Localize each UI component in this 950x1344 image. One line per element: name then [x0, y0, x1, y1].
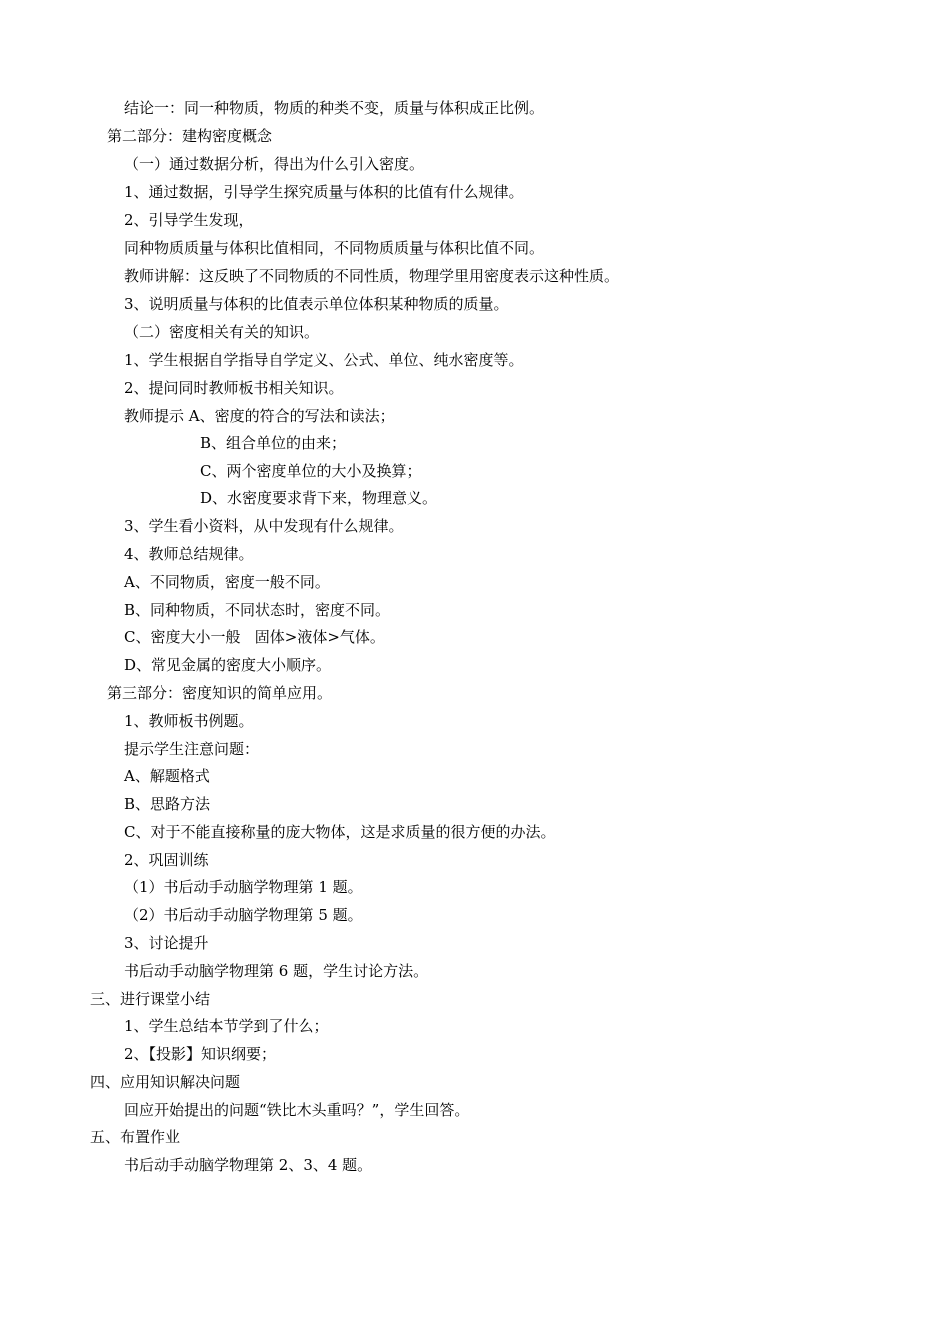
section-heading: 三、进行课堂小结 — [90, 990, 211, 1008]
text-line: 回应开始提出的问题“铁比木头重吗？”，学生回答。 — [124, 1101, 470, 1119]
text-line: 教师讲解：这反映了不同物质的不同性质，物理学里用密度表示这种性质。 — [124, 267, 620, 285]
text-line: A、解题格式 — [124, 767, 210, 785]
text-line: 4、教师总结规律。 — [124, 545, 254, 563]
text-line: C、密度大小一般 固体>液体>气体。 — [124, 628, 385, 646]
text-line: B、组合单位的由来； — [200, 434, 347, 452]
section-heading: 五、布置作业 — [90, 1128, 181, 1146]
text-line: A、不同物质，密度一般不同。 — [124, 573, 330, 591]
text-line: 2、巩固训练 — [124, 851, 209, 869]
text-line: B、思路方法 — [124, 795, 211, 813]
text-line: 1、教师板书例题。 — [124, 712, 254, 730]
text-line: （1）书后动手动脑学物理第 1 题。 — [124, 878, 363, 896]
text-line: 3、说明质量与体积的比值表示单位体积某种物质的质量。 — [124, 295, 509, 313]
text-line: D、常见金属的密度大小顺序。 — [124, 656, 332, 674]
text-line: （2）书后动手动脑学物理第 5 题。 — [124, 906, 363, 924]
text-line: （二）密度相关有关的知识。 — [124, 323, 320, 341]
text-line: 1、学生总结本节学到了什么； — [124, 1017, 329, 1035]
text-line: C、两个密度单位的大小及换算； — [200, 462, 422, 480]
text-line: 3、学生看小资料，从中发现有什么规律。 — [124, 517, 404, 535]
text-line: 同种物质质量与体积比值相同，不同物质质量与体积比值不同。 — [124, 239, 545, 257]
section-heading: 第三部分：密度知识的简单应用。 — [107, 684, 333, 702]
text-line: 2、提问同时教师板书相关知识。 — [124, 379, 344, 397]
text-line: 2、【投影】知识纲要； — [124, 1045, 277, 1063]
text-line: 提示学生注意问题： — [124, 740, 260, 758]
text-line: 1、学生根据自学指导自学定义、公式、单位、纯水密度等。 — [124, 351, 524, 369]
text-line: 2、引导学生发现， — [124, 211, 254, 229]
text-line: C、对于不能直接称量的庞大物体，这是求质量的很方便的办法。 — [124, 823, 556, 841]
text-line: 1、通过数据，引导学生探究质量与体积的比值有什么规律。 — [124, 183, 524, 201]
text-line: 3、讨论提升 — [124, 934, 209, 952]
text-line: 书后动手动脑学物理第 6 题，学生讨论方法。 — [124, 962, 429, 980]
text-line: D、水密度要求背下来，物理意义。 — [200, 489, 438, 507]
text-line: B、同种物质，不同状态时，密度不同。 — [124, 601, 391, 619]
section-heading: 第二部分：建构密度概念 — [107, 127, 273, 145]
text-line: 书后动手动脑学物理第 2、3、4 题。 — [124, 1156, 373, 1174]
section-heading: 四、应用知识解决问题 — [90, 1073, 241, 1091]
text-line: 教师提示 A、密度的符合的写法和读法； — [124, 407, 395, 425]
text-line: （一）通过数据分析，得出为什么引入密度。 — [124, 155, 425, 173]
text-line: 结论一：同一种物质，物质的种类不变，质量与体积成正比例。 — [124, 99, 545, 117]
